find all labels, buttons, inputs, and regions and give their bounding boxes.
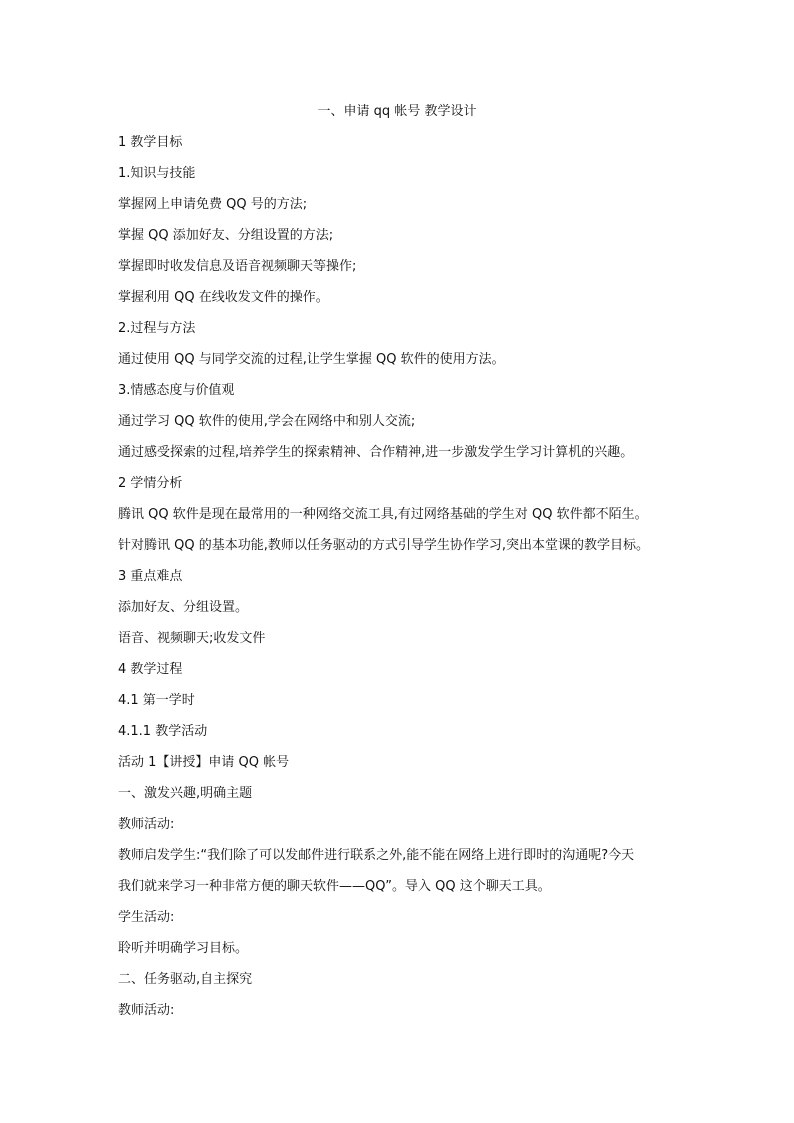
paragraph-line: 掌握即时收发信息及语音视频聊天等操作; [118,259,357,274]
document-body [118,132,688,1031]
section-heading-key-difficulties: 3 重点难点 [118,569,183,584]
paragraph-line: 通过学习 QQ 软件的使用,学会在网络中和别人交流; [118,414,416,429]
role-label: 教师活动: [118,1003,175,1018]
paragraph-line: 语音、视频聊天;收发文件 [118,631,266,646]
paragraph-line: 通过感受探索的过程,培养学生的探索精神、合作精神,进一步激发学生学习计算机的兴趣。 [118,445,634,460]
document-title: 一、申请 qq 帐号 教学设计 [317,104,477,119]
paragraph-line: 掌握利用 QQ 在线收发文件的操作。 [118,290,329,305]
step-heading: 二、任务驱动,自主探究 [118,972,253,987]
role-label: 教师活动: [118,817,175,832]
paragraph-line: 掌握 QQ 添加好友、分组设置的方法; [118,228,334,243]
paragraph-line: 腾讯 QQ 软件是现在最常用的一种网络交流工具,有过网络基础的学生对 QQ 软件都不陌生。 [118,507,648,522]
subheading-teaching-activities: 4.1.1 教学活动 [118,724,208,739]
paragraph-line: 针对腾讯 QQ 的基本功能,教师以任务驱动的方式引导学生协作学习,突出本堂课的教学目标。 [118,538,649,553]
paragraph-line: 添加好友、分组设置。 [118,600,249,615]
paragraph-line: 我们就来学习一种非常方便的聊天软件——QQ”。导入 QQ 这个聊天工具。 [118,879,551,894]
section-heading-teaching-goals: 1 教学目标 [118,135,183,150]
section-heading-teaching-process: 4 教学过程 [118,662,183,677]
subheading-process-methods: 2.过程与方法 [118,321,196,336]
section-heading-student-analysis: 2 学情分析 [118,476,183,491]
subheading-knowledge-skills: 1.知识与技能 [118,166,196,181]
subheading-first-lesson: 4.1 第一学时 [118,693,195,708]
paragraph-line: 聆听并明确学习目标。 [118,941,249,956]
paragraph-line: 教师启发学生:“我们除了可以发邮件进行联系之外,能不能在网络上进行即时的沟通呢?今天 [118,848,635,863]
step-heading: 一、激发兴趣,明确主题 [118,786,253,801]
activity-heading: 活动 1【讲授】申请 QQ 帐号 [118,755,290,770]
paragraph-line: 掌握网上申请免费 QQ 号的方法; [118,197,308,212]
paragraph-line: 通过使用 QQ 与同学交流的过程,让学生掌握 QQ 软件的使用方法。 [118,352,505,367]
role-label: 学生活动: [118,910,175,925]
subheading-attitude-values: 3.情感态度与价值观 [118,383,235,398]
